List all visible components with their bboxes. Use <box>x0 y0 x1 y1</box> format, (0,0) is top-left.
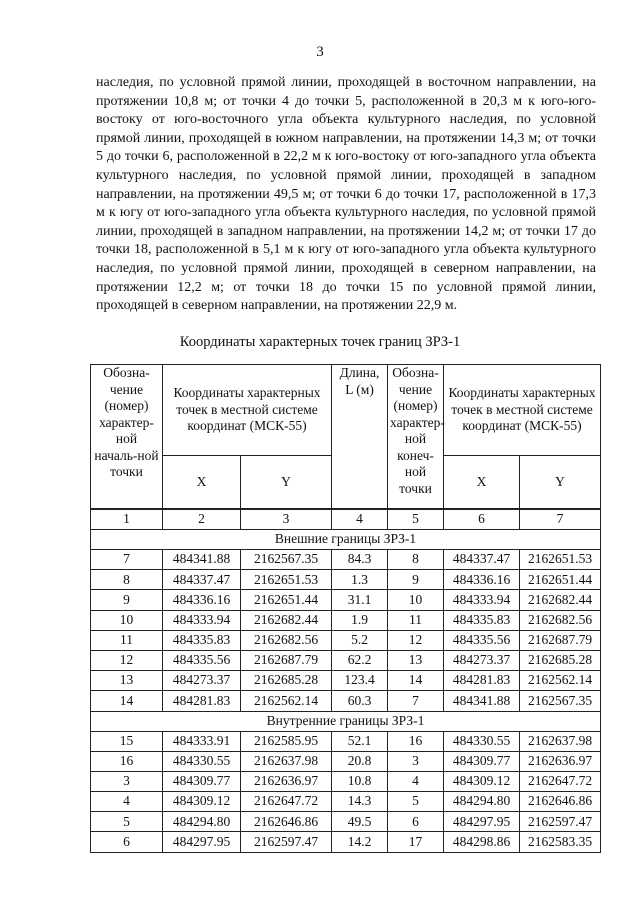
cell-x-end: 484335.83 <box>444 610 520 630</box>
cell-start-point: 10 <box>91 610 163 630</box>
cell-x-start: 484330.55 <box>163 751 241 771</box>
cell-x-start: 484333.91 <box>163 731 241 751</box>
cell-start-point: 5 <box>91 812 163 832</box>
cell-length: 31.1 <box>332 590 388 610</box>
table-row <box>91 590 601 610</box>
cell-y-start: 2162636.97 <box>241 771 332 791</box>
cell-y-start: 2162651.53 <box>241 570 332 590</box>
section-outer-label: Внешние границы ЗРЗ-1 <box>91 530 601 550</box>
table-row <box>91 630 601 650</box>
cell-x-end: 484335.56 <box>444 630 520 650</box>
header-x-start: X <box>163 456 241 510</box>
cell-length: 20.8 <box>332 751 388 771</box>
cell-length: 62.2 <box>332 650 388 670</box>
cell-start-point: 7 <box>91 550 163 570</box>
table-row <box>91 671 601 691</box>
cell-x-end: 484333.94 <box>444 590 520 610</box>
cell-y-start: 2162685.28 <box>241 671 332 691</box>
cell-x-start: 484337.47 <box>163 570 241 590</box>
table-row <box>91 731 601 751</box>
cell-end-point: 9 <box>388 570 444 590</box>
cell-y-start: 2162562.14 <box>241 691 332 711</box>
column-number: 5 <box>388 509 444 530</box>
cell-start-point: 3 <box>91 771 163 791</box>
cell-length: 14.3 <box>332 792 388 812</box>
cell-end-point: 5 <box>388 792 444 812</box>
cell-x-end: 484273.37 <box>444 650 520 670</box>
outer-rows <box>91 550 601 712</box>
table-row <box>91 610 601 630</box>
table-row <box>91 550 601 570</box>
cell-y-start: 2162567.35 <box>241 550 332 570</box>
table-row <box>91 751 601 771</box>
section-row-outer <box>91 530 601 550</box>
cell-end-point: 3 <box>388 751 444 771</box>
body-paragraph: наследия, по условной прямой линии, проходящей в восточном направлении, на протяжении 10,8 м; от точки 4 до точки 5, расположенной в 20,3 м к юго-юго-востоку от юго-восточного угла объекта культурного наследия, по условной прямой линии, проходящей в южном направлении, на протяжении 14,3 м; от точки 5 до точки 6, расположенной в 22,2 м к юго-востоку от юго-западного угла объекта культурного наследия, по условной прямой линии, проходящей в западном направлении, на протяжении 49,5 м; от точки 6 до точки 17, расположенной в 17,3 м к югу от юго-западного угла объекта культурного наследия, по условной прямой линии, проходящей в западном направлении, на протяжении 14,2 м; от точки 17 до точки 18, расположенной в 5,1 м к югу от юго-западного угла объекта культурного наследия, по условной прямой линии, проходящей в северном направлении, на протяжении 12,2 м; от точки 18 до точки 15 по условной прямой линии, проходящей в северном направлении, на протяжении 22,9 м. <box>96 75 596 314</box>
header-coords-start: Координаты характерных точек в местной системе координат (МСК-55) <box>163 365 332 456</box>
table-row <box>91 792 601 812</box>
cell-x-start: 484294.80 <box>163 812 241 832</box>
cell-y-end: 2162651.53 <box>520 550 601 570</box>
cell-x-start: 484273.37 <box>163 671 241 691</box>
cell-end-point: 11 <box>388 610 444 630</box>
cell-length: 52.1 <box>332 731 388 751</box>
cell-y-start: 2162682.44 <box>241 610 332 630</box>
cell-y-end: 2162682.44 <box>520 590 601 610</box>
cell-x-end: 484281.83 <box>444 671 520 691</box>
table-row <box>91 691 601 711</box>
cell-x-start: 484336.16 <box>163 590 241 610</box>
header-start-point: Обозна-чение (номер) характер-ной началь-ной точки <box>91 365 163 510</box>
cell-x-end: 484330.55 <box>444 731 520 751</box>
section-row-inner <box>91 711 601 731</box>
cell-end-point: 12 <box>388 630 444 650</box>
cell-y-end: 2162562.14 <box>520 671 601 691</box>
cell-start-point: 15 <box>91 731 163 751</box>
column-number: 2 <box>163 509 241 530</box>
cell-x-start: 484335.83 <box>163 630 241 650</box>
column-number: 6 <box>444 509 520 530</box>
cell-start-point: 4 <box>91 792 163 812</box>
cell-length: 84.3 <box>332 550 388 570</box>
table-row <box>91 650 601 670</box>
cell-x-end: 484336.16 <box>444 570 520 590</box>
cell-length: 14.2 <box>332 832 388 852</box>
cell-length: 49.5 <box>332 812 388 832</box>
cell-start-point: 6 <box>91 832 163 852</box>
cell-x-end: 484341.88 <box>444 691 520 711</box>
column-number: 4 <box>332 509 388 530</box>
cell-y-end: 2162597.47 <box>520 812 601 832</box>
cell-y-start: 2162637.98 <box>241 751 332 771</box>
cell-length: 123.4 <box>332 671 388 691</box>
table-title: Координаты характерных точек границ ЗРЗ-1 <box>179 334 461 350</box>
column-number-row <box>91 509 601 530</box>
cell-x-start: 484309.12 <box>163 792 241 812</box>
table-row <box>91 832 601 852</box>
cell-y-start: 2162646.86 <box>241 812 332 832</box>
cell-y-start: 2162682.56 <box>241 630 332 650</box>
table-row <box>91 771 601 791</box>
column-number: 3 <box>241 509 332 530</box>
cell-x-start: 484309.77 <box>163 771 241 791</box>
cell-x-end: 484298.86 <box>444 832 520 852</box>
cell-x-end: 484294.80 <box>444 792 520 812</box>
cell-y-end: 2162651.44 <box>520 570 601 590</box>
cell-y-start: 2162585.95 <box>241 731 332 751</box>
column-number: 7 <box>520 509 601 530</box>
cell-length: 10.8 <box>332 771 388 791</box>
cell-start-point: 13 <box>91 671 163 691</box>
header-length: Длина, L (м) <box>332 365 388 510</box>
cell-end-point: 8 <box>388 550 444 570</box>
section-inner-label: Внутренние границы ЗРЗ-1 <box>91 711 601 731</box>
cell-x-end: 484297.95 <box>444 812 520 832</box>
column-number: 1 <box>91 509 163 530</box>
cell-y-end: 2162583.35 <box>520 832 601 852</box>
table-header-row <box>91 365 601 456</box>
inner-rows <box>91 731 601 852</box>
header-y-end: Y <box>520 456 601 510</box>
header-y-start: Y <box>241 456 332 510</box>
header-x-end: X <box>444 456 520 510</box>
page-number: 3 <box>316 44 324 60</box>
coordinates-table <box>90 364 601 853</box>
cell-length: 1.3 <box>332 570 388 590</box>
cell-start-point: 8 <box>91 570 163 590</box>
cell-x-start: 484335.56 <box>163 650 241 670</box>
cell-length: 1.9 <box>332 610 388 630</box>
cell-x-end: 484337.47 <box>444 550 520 570</box>
cell-x-end: 484309.12 <box>444 771 520 791</box>
cell-end-point: 4 <box>388 771 444 791</box>
cell-end-point: 6 <box>388 812 444 832</box>
cell-end-point: 7 <box>388 691 444 711</box>
cell-y-end: 2162567.35 <box>520 691 601 711</box>
cell-y-end: 2162687.79 <box>520 630 601 650</box>
cell-start-point: 16 <box>91 751 163 771</box>
cell-end-point: 13 <box>388 650 444 670</box>
cell-y-end: 2162636.97 <box>520 751 601 771</box>
cell-end-point: 17 <box>388 832 444 852</box>
cell-x-end: 484309.77 <box>444 751 520 771</box>
cell-x-start: 484341.88 <box>163 550 241 570</box>
cell-end-point: 14 <box>388 671 444 691</box>
cell-y-start: 2162597.47 <box>241 832 332 852</box>
cell-y-end: 2162646.86 <box>520 792 601 812</box>
cell-y-start: 2162647.72 <box>241 792 332 812</box>
cell-y-start: 2162687.79 <box>241 650 332 670</box>
cell-start-point: 14 <box>91 691 163 711</box>
cell-y-end: 2162637.98 <box>520 731 601 751</box>
cell-end-point: 16 <box>388 731 444 751</box>
table-row <box>91 570 601 590</box>
cell-y-end: 2162685.28 <box>520 650 601 670</box>
cell-start-point: 9 <box>91 590 163 610</box>
table-row <box>91 812 601 832</box>
cell-length: 5.2 <box>332 630 388 650</box>
cell-length: 60.3 <box>332 691 388 711</box>
header-coords-end: Координаты характерных точек в местной системе координат (МСК-55) <box>444 365 601 456</box>
header-end-point: Обозна-чение (номер) характер-ной конеч-ной точки <box>388 365 444 510</box>
cell-x-start: 484281.83 <box>163 691 241 711</box>
cell-x-start: 484333.94 <box>163 610 241 630</box>
cell-x-start: 484297.95 <box>163 832 241 852</box>
cell-y-start: 2162651.44 <box>241 590 332 610</box>
cell-y-end: 2162682.56 <box>520 610 601 630</box>
cell-end-point: 10 <box>388 590 444 610</box>
cell-start-point: 11 <box>91 630 163 650</box>
cell-y-end: 2162647.72 <box>520 771 601 791</box>
cell-start-point: 12 <box>91 650 163 670</box>
